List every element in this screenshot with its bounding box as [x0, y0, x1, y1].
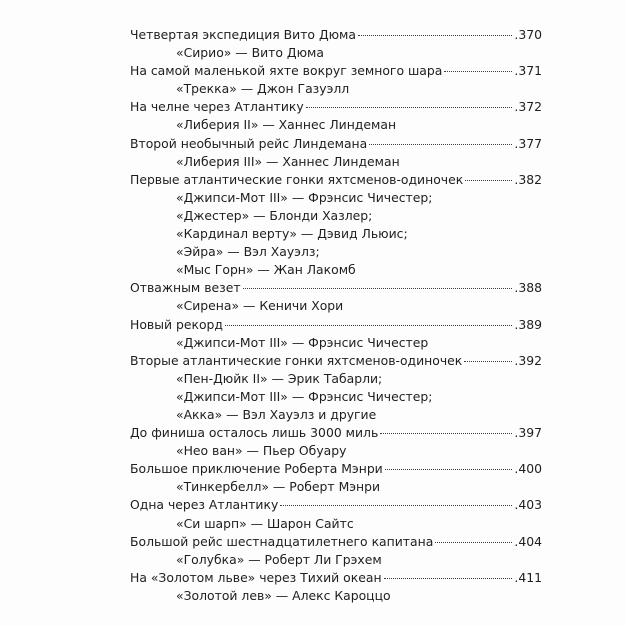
dot-leader [358, 35, 512, 36]
dot-leader [380, 433, 512, 434]
boat-skipper-text: «Джипси-Мот III» — Фрэнсис Чичестер; [176, 388, 433, 404]
toc-boat-skipper-line [130, 44, 542, 62]
dot-leader [384, 578, 513, 579]
chapter-title: Одна через Атлантику [130, 497, 279, 513]
chapter-title: Отважным везет [130, 280, 241, 296]
chapter-title: До финиша осталось лишь 3000 миль [130, 425, 379, 441]
toc-boat-skipper-line [130, 297, 542, 315]
boat-skipper-text: «Мыс Горн» — Жан Лакомб [176, 262, 356, 278]
boat-skipper-text: «Тинкербелл» — Роберт Мэнри [176, 479, 381, 495]
toc-boat-skipper-line [130, 587, 542, 605]
dot-leader [243, 288, 513, 289]
page-number: .388 [514, 280, 542, 296]
page-number: .397 [514, 425, 542, 441]
chapter-title: Второй необычный рейс Линдемана [130, 135, 368, 151]
toc-boat-skipper-line [130, 261, 542, 279]
page-number: .382 [514, 171, 542, 187]
chapter-title: На челне через Атлантику [130, 99, 304, 115]
chapter-title: Четвертая экспедиция Вито Дюма [130, 27, 356, 42]
chapter-title: Большой рейс шестнадцатилетнего капитана [130, 533, 434, 549]
toc-boat-skipper-line [130, 153, 542, 171]
toc-boat-skipper-line [130, 406, 542, 424]
toc-boat-skipper-line [130, 370, 542, 388]
page-number: .389 [514, 316, 542, 332]
dot-leader [280, 505, 512, 506]
boat-skipper-text: «Либерия III» — Ханнес Линдеман [176, 153, 400, 169]
toc-chapter-entry [130, 171, 542, 189]
page-number: .370 [514, 27, 542, 42]
chapter-title: На самой маленькой яхте вокруг земного шара [130, 63, 443, 79]
table-of-contents [130, 26, 542, 605]
page-number: .371 [514, 63, 542, 79]
toc-chapter-entry [130, 279, 542, 297]
toc-boat-skipper-line [130, 515, 542, 533]
boat-skipper-text: «Си шарп» — Шарон Сайтс [176, 515, 354, 531]
chapter-title: Большое приключение Роберта Мэнри [130, 461, 383, 477]
boat-skipper-text: «Либерия II» — Ханнес Линдеман [176, 117, 397, 133]
boat-skipper-text: «Золотой лев» — Алекс Кароццо [176, 587, 391, 603]
toc-boat-skipper-line [130, 334, 542, 352]
boat-skipper-text: «Сирио» — Вито Дюма [176, 45, 324, 61]
toc-chapter-entry [130, 26, 542, 44]
toc-chapter-entry [130, 533, 542, 551]
dot-leader [385, 469, 513, 470]
dot-leader [369, 144, 512, 145]
toc-boat-skipper-line [130, 207, 542, 225]
chapter-title: На «Золотом льве» через Тихий океан [130, 569, 382, 585]
toc-chapter-entry [130, 496, 542, 514]
dot-leader [225, 325, 512, 326]
boat-skipper-text: «Нео ван» — Пьер Обуару [176, 443, 347, 459]
toc-boat-skipper-line [130, 478, 542, 496]
toc-boat-skipper-line [130, 189, 542, 207]
boat-skipper-text: «Сирена» — Кеничи Хори [176, 298, 344, 314]
page-number: .404 [514, 533, 542, 549]
chapter-title: Первые атлантические гонки яхтсменов-одиночек [130, 171, 464, 187]
chapter-title: Вторые атлантические гонки яхтсменов-одиночек [130, 352, 463, 368]
boat-skipper-text: «Пен-Дюйк II» — Эрик Табарли; [176, 370, 383, 386]
toc-boat-skipper-line [130, 116, 542, 134]
boat-skipper-text: «Акка» — Вэл Хауэлз и другие [176, 406, 377, 422]
toc-chapter-entry [130, 460, 542, 478]
boat-skipper-text: «Голубка» — Роберт Ли Грэхем [176, 551, 382, 567]
boat-skipper-text: «Джестер» — Блонди Хазлер; [176, 207, 373, 223]
chapter-title: Новый рекорд [130, 316, 223, 332]
dot-leader [306, 107, 513, 108]
boat-skipper-text: «Джипси-Мот III» — Фрэнсис Чичестер [176, 334, 429, 350]
toc-chapter-entry [130, 98, 542, 116]
page-number: .392 [514, 352, 542, 368]
toc-boat-skipper-line [130, 551, 542, 569]
page-number: .372 [514, 99, 542, 115]
toc-chapter-entry [130, 569, 542, 587]
dot-leader [444, 71, 512, 72]
toc-boat-skipper-line [130, 225, 542, 243]
dot-leader [465, 180, 512, 181]
toc-boat-skipper-line [130, 80, 542, 98]
dot-leader [464, 361, 512, 362]
boat-skipper-text: «Трекка» — Джон Газуэлл [176, 81, 350, 97]
toc-chapter-entry [130, 62, 542, 80]
boat-skipper-text: «Кардинал верту» — Дэвид Льюис; [176, 226, 408, 242]
page-number: .377 [514, 135, 542, 151]
toc-chapter-entry [130, 135, 542, 153]
toc-boat-skipper-line [130, 243, 542, 261]
page-number: .400 [514, 461, 542, 477]
toc-boat-skipper-line [130, 388, 542, 406]
toc-chapter-entry [130, 316, 542, 334]
toc-boat-skipper-line [130, 442, 542, 460]
dot-leader [435, 542, 512, 543]
toc-chapter-entry [130, 424, 542, 442]
page-number: .411 [514, 569, 542, 585]
boat-skipper-text: «Эйра» — Вэл Хауэлз; [176, 244, 320, 260]
page-number: .403 [514, 497, 542, 513]
boat-skipper-text: «Джипси-Мот III» — Фрэнсис Чичестер; [176, 189, 433, 205]
toc-chapter-entry [130, 352, 542, 370]
